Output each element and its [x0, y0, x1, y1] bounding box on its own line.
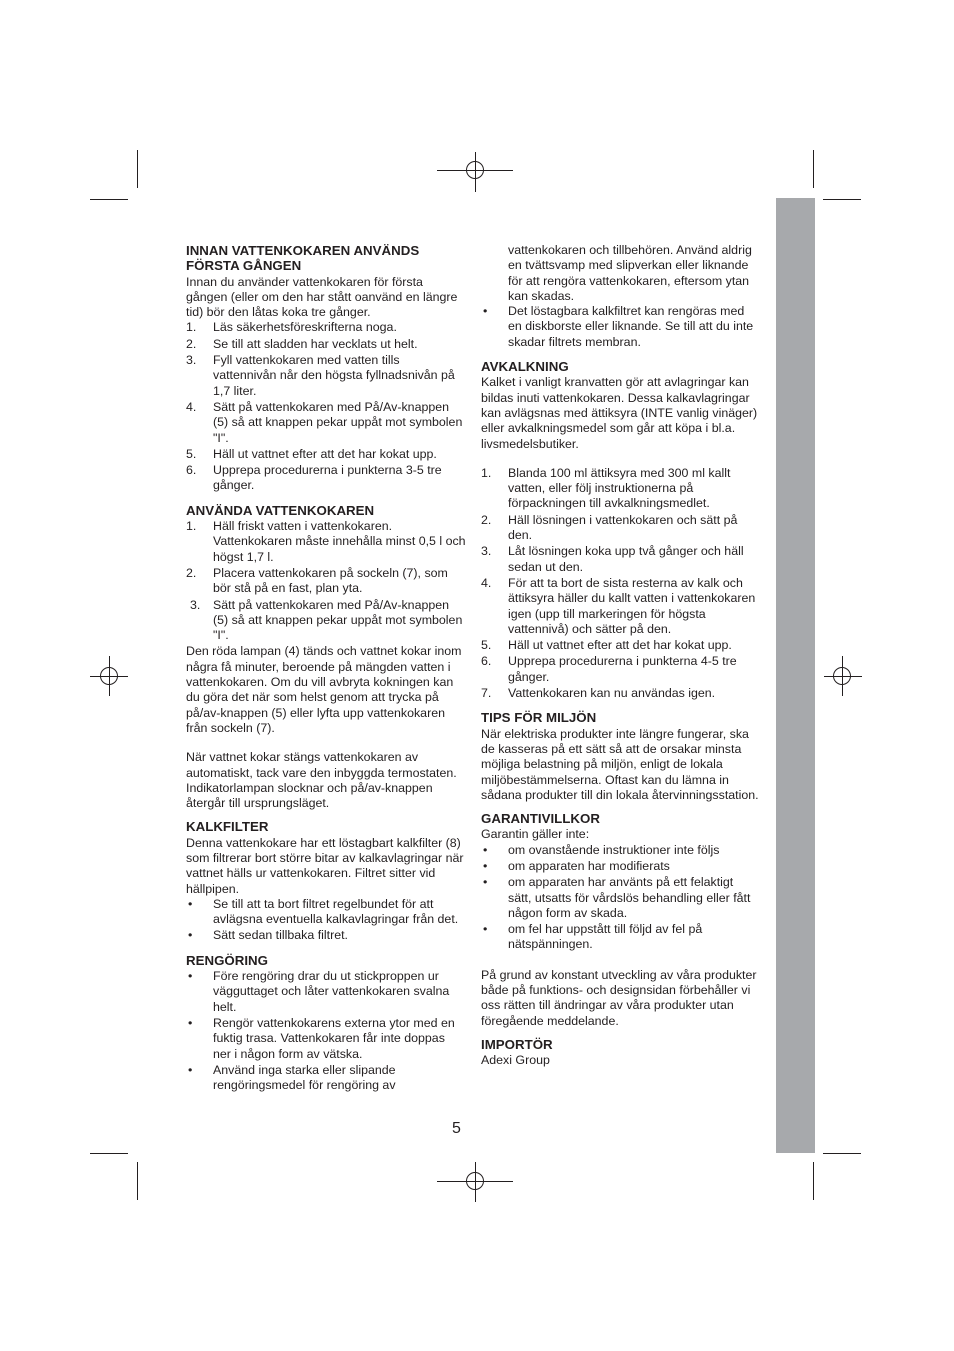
- list-item: • Före rengöring drar du ut stickproppen ur vägguttaget och låter vattenkokaren svalna helt.: [188, 969, 450, 1014]
- list-item: 1. Läs säkerhetsföreskrifterna noga.: [186, 320, 397, 335]
- crop-mark: [90, 199, 128, 200]
- section-first-use: [186, 243, 466, 494]
- list-item: 3. Sätt på vattenkokaren med På/Av-knappen (5) så att knappen pekar uppåt mot symbolen "I".: [190, 597, 463, 643]
- paragraph: vattenkokaren och tillbehören. Använd aldrig en tvättsvamp med slipverkan eller liknande för att rengöra vattenkokaren, eftersom ytan kan skadas.: [508, 243, 752, 303]
- list-item: 2. Se till att sladden har vecklats ut helt.: [186, 336, 418, 351]
- crop-mark: [137, 150, 138, 188]
- importer-name: Adexi Group: [481, 1053, 550, 1068]
- section-intro: Garantin gäller inte:: [481, 827, 590, 842]
- list-item: 4. För att ta bort de sista resterna av kalk och ättiksyra häller du kallt vatten i vattenkokaren igen (upp till markeringen för högsta vattennivå) och sätter på den.: [481, 575, 756, 636]
- section-heading: INNAN VATTENKOKAREN ANVÄNDS FÖRSTA GÅNGEN: [186, 243, 420, 274]
- paragraph: När elektriska produkter inte längre fungerar, ska de kasseras på ett sätt så att de orsakar minsta möjliga belastning på miljön, enligt de lokala miljöbestämmelserna. Oftast kan du lämna in sådana produkter till din lokala återvinningsstation.: [481, 726, 759, 802]
- numbered-list: [186, 320, 466, 493]
- list-item: • om apparaten har använts på ett felaktigt sätt, utsatts för vårdslös behandling eller fått någon form av skada.: [483, 875, 751, 920]
- right-column: [481, 243, 759, 1069]
- crop-mark: [813, 1162, 814, 1200]
- paragraph: När vattnet kokar stängs vattenkokaren av automatiskt, tack vare den inbyggda termostaten. Indikatorlampan slocknar och på/av-knappen återgår till ursprungsläget.: [186, 750, 457, 811]
- paragraph: På grund av konstant utveckling av våra produkter både på funktions- och designsidan förbehåller vi oss rätten till ändringar av våra produkter utan föregående meddelande.: [481, 967, 757, 1028]
- list-item: • Det löstagbara kalkfiltret kan rengöras med en diskborste eller liknande. Se till att du inte skadar filtrets membran.: [483, 304, 754, 349]
- left-column: [186, 243, 466, 1094]
- registration-mark-circle: [100, 667, 118, 685]
- list-item: 1. Häll friskt vatten i vattenkokaren. Vattenkokaren måste innehålla minst 0,5 l och högst 1,7 l.: [186, 519, 466, 564]
- section-heading: IMPORTÖR: [481, 1036, 553, 1052]
- list-item: 6. Upprepa procedurerna i punkterna 3-5 tre gånger.: [186, 463, 442, 493]
- list-item: • Använd inga starka eller slipande rengöringsmedel för rengöring av: [188, 1062, 396, 1093]
- section-intro: Kalket i vanligt kranvatten gör att avlagringar kan bildas inuti vattenkokaren. Dessa kalkavlagringar kan avlägsnas med ättiksyra (INTE vanlig vinäger) eller avkalkningsmedel som går att köpa i bl.a. livsmedelsbutiker.: [481, 375, 758, 451]
- registration-mark-circle: [466, 1172, 484, 1190]
- section-heading: TIPS FÖR MILJÖN: [481, 710, 597, 726]
- list-item: 2. Placera vattenkokaren på sockeln (7), som bör stå på en fast, plan yta.: [186, 565, 448, 596]
- list-item: • om ovanstående instruktioner inte följs: [483, 842, 720, 857]
- list-item: • om apparaten har modifierats: [483, 858, 670, 873]
- section-descaling: [481, 359, 759, 701]
- list-item: • om fel har uppstått till följd av fel på nätspänningen.: [483, 922, 703, 952]
- list-item: 3. Låt lösningen koka upp två gånger och häll sedan ut den.: [481, 544, 744, 574]
- bullet-list: [481, 843, 759, 953]
- list-item: • Sätt sedan tillbaka filtret.: [188, 928, 348, 943]
- section-warranty: [481, 811, 759, 1029]
- list-item: 5. Häll ut vattnet efter att det har kokat upp.: [186, 446, 437, 461]
- section-heading: RENGÖRING: [186, 952, 269, 968]
- section-heading: GARANTIVILLKOR: [481, 811, 600, 827]
- section-cleaning-continued: [481, 243, 759, 350]
- section-importer: [481, 1037, 759, 1069]
- paragraph: Den röda lampan (4) tänds och vattnet kokar inom några få minuter, beroende på mängden vatten i vattenkokaren. Om du vill avbryta kokningen kan du göra det när som helst genom att trycka på på/av-knappen (5) eller lyfta upp vattenkokaren från sockeln (7).: [186, 644, 462, 735]
- registration-mark-circle: [466, 161, 484, 179]
- section-limescale-filter: [186, 819, 466, 943]
- list-item: 6. Upprepa procedurerna i punkterna 4-5 tre gånger.: [481, 654, 737, 684]
- language-side-tab: [776, 198, 815, 1153]
- section-cleaning: [186, 953, 466, 1094]
- section-environment-tips: [481, 710, 759, 803]
- crop-mark: [813, 150, 814, 188]
- list-item: • Rengör vattenkokarens externa ytor med en fuktig trasa. Vattenkokaren får inte doppas ner i någon form av vätska.: [188, 1015, 455, 1061]
- bullet-list: [186, 969, 466, 1093]
- page-number: 5: [452, 1120, 461, 1137]
- section-heading: KALKFILTER: [186, 819, 269, 835]
- list-item: 2. Häll lösningen i vattenkokaren och sätt på den.: [481, 512, 738, 543]
- bullet-list: [186, 897, 466, 944]
- section-intro: Denna vattenkokare har ett löstagbart kalkfilter (8) som filtrerar bort större bitar av kalkavlagringar när vattnet hälls ur vattenkokaren. Filtret sitter vid hällpipen.: [186, 835, 464, 896]
- list-item: 1. Blanda 100 ml ättiksyra med 300 ml kallt vatten, eller följ instruktionerna på förpackningen till avkalkningsmedlet.: [481, 465, 731, 511]
- section-heading: ANVÄNDA VATTENKOKAREN: [186, 502, 375, 518]
- list-item: 3. Fyll vattenkokaren med vatten tills vattennivån når den högsta fyllnadsnivån på 1,7 liter.: [186, 353, 455, 398]
- crop-mark: [823, 199, 861, 200]
- registration-mark-circle: [833, 667, 851, 685]
- crop-mark: [823, 1153, 861, 1154]
- section-heading: AVKALKNING: [481, 359, 569, 375]
- section-use: [186, 503, 466, 812]
- list-item: 5. Häll ut vattnet efter att det har kokat upp.: [481, 638, 732, 653]
- crop-mark: [137, 1162, 138, 1200]
- list-item: • Se till att ta bort filtret regelbundet för att avlägsna eventuella kalkavlagringar från det.: [188, 896, 459, 927]
- numbered-list: [481, 466, 759, 701]
- bullet-list: [481, 304, 759, 350]
- section-intro: Innan du använder vattenkokaren för första gången (eller om den har stått oanvänd en längre tid) bör den låtas koka tre gånger.: [186, 274, 458, 320]
- list-item: 7. Vattenkokaren kan nu användas igen.: [481, 686, 716, 701]
- numbered-list: [186, 519, 466, 643]
- crop-mark: [90, 1153, 128, 1154]
- list-item: 4. Sätt på vattenkokaren med På/Av-knappen (5) så att knappen pekar uppåt mot symbolen "I".: [186, 399, 463, 445]
